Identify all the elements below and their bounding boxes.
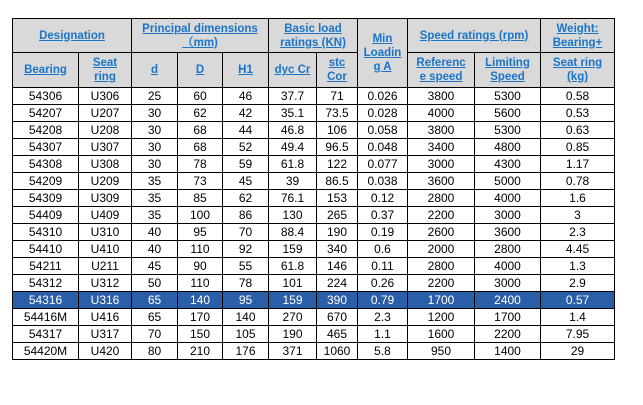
cell-reference-speed: 2600 [408, 224, 475, 241]
cell-min-loading: 0.026 [358, 88, 408, 105]
cell-bearing: 54208 [13, 122, 79, 139]
cell-bearing: 54316 [13, 292, 79, 309]
header-seat-ring-line2: ring [94, 71, 116, 83]
cell-min-loading: 0.12 [358, 190, 408, 207]
header-speed-ratings[interactable]: Speed ratings (rpm) [408, 19, 541, 53]
cell-stc-cor: 390 [317, 292, 358, 309]
cell-dyc-cr: 190 [269, 326, 317, 343]
cell-reference-speed: 1200 [408, 309, 475, 326]
cell-stc-cor: 122 [317, 156, 358, 173]
cell-bearing: 54312 [13, 275, 79, 292]
cell-dyc-cr: 101 [269, 275, 317, 292]
table-row[interactable] [13, 173, 615, 190]
cell-D: 90 [178, 258, 223, 275]
cell-reference-speed: 4000 [408, 105, 475, 122]
cell-limiting-speed: 1400 [475, 343, 541, 360]
cell-reference-speed: 3400 [408, 139, 475, 156]
cell-dyc-cr: 88.4 [269, 224, 317, 241]
header-weight-line2: Bearing+ [552, 36, 603, 49]
cell-weight: 1.4 [541, 309, 615, 326]
cell-dyc-cr: 46.8 [269, 122, 317, 139]
cell-dyc-cr: 130 [269, 207, 317, 224]
cell-stc-cor: 670 [317, 309, 358, 326]
cell-dyc-cr: 371 [269, 343, 317, 360]
cell-min-loading: 0.077 [358, 156, 408, 173]
cell-D: 210 [178, 343, 223, 360]
cell-weight: 29 [541, 343, 615, 360]
header-D[interactable]: D [178, 53, 223, 88]
cell-dyc-cr: 159 [269, 292, 317, 309]
cell-reference-speed: 3600 [408, 173, 475, 190]
cell-H1: 46 [223, 88, 269, 105]
cell-dyc-cr: 61.8 [269, 156, 317, 173]
header-stc-cor-line2: Cor [327, 71, 347, 83]
cell-seat-ring: U316 [79, 292, 132, 309]
cell-seat-ring: U416 [79, 309, 132, 326]
cell-D: 95 [178, 224, 223, 241]
header-basic-load-ratings[interactable] [269, 19, 358, 53]
table-row[interactable] [13, 224, 615, 241]
cell-bearing: 54409 [13, 207, 79, 224]
cell-dyc-cr: 37.7 [269, 88, 317, 105]
cell-stc-cor: 465 [317, 326, 358, 343]
cell-stc-cor: 1060 [317, 343, 358, 360]
header-dyc-cr[interactable]: dyc Cr [269, 53, 317, 88]
cell-seat-ring: U409 [79, 207, 132, 224]
cell-bearing: 54416M [13, 309, 79, 326]
cell-bearing: 54309 [13, 190, 79, 207]
header-bearing[interactable]: Bearing [13, 53, 79, 88]
table-row[interactable] [13, 343, 615, 360]
cell-dyc-cr: 159 [269, 241, 317, 258]
cell-limiting-speed: 1700 [475, 309, 541, 326]
cell-H1: 44 [223, 122, 269, 139]
cell-H1: 52 [223, 139, 269, 156]
header-limiting-speed[interactable] [475, 53, 541, 88]
cell-weight: 1.6 [541, 190, 615, 207]
cell-stc-cor: 153 [317, 190, 358, 207]
cell-limiting-speed: 4000 [475, 190, 541, 207]
cell-d: 70 [132, 326, 178, 343]
table-row[interactable] [13, 258, 615, 275]
cell-dyc-cr: 270 [269, 309, 317, 326]
cell-reference-speed: 2200 [408, 207, 475, 224]
cell-min-loading: 2.3 [358, 309, 408, 326]
cell-H1: 62 [223, 190, 269, 207]
cell-seat-ring: U312 [79, 275, 132, 292]
cell-weight: 3 [541, 207, 615, 224]
cell-limiting-speed: 4300 [475, 156, 541, 173]
cell-reference-speed: 2800 [408, 190, 475, 207]
cell-weight: 0.85 [541, 139, 615, 156]
bearing-spec-table-wrapper [12, 18, 615, 360]
cell-min-loading: 0.038 [358, 173, 408, 190]
cell-reference-speed: 2800 [408, 258, 475, 275]
cell-reference-speed: 2200 [408, 275, 475, 292]
cell-seat-ring: U208 [79, 122, 132, 139]
header-stc-cor[interactable] [317, 53, 358, 88]
cell-bearing: 54307 [13, 139, 79, 156]
cell-weight: 7.95 [541, 326, 615, 343]
header-min-loading-line2: Loadin [363, 47, 402, 59]
cell-D: 150 [178, 326, 223, 343]
cell-min-loading: 0.79 [358, 292, 408, 309]
cell-D: 73 [178, 173, 223, 190]
cell-H1: 140 [223, 309, 269, 326]
cell-seat-ring: U211 [79, 258, 132, 275]
cell-seat-ring: U306 [79, 88, 132, 105]
table-row[interactable] [13, 275, 615, 292]
cell-limiting-speed: 3000 [475, 275, 541, 292]
cell-d: 45 [132, 258, 178, 275]
cell-limiting-speed: 5300 [475, 88, 541, 105]
cell-D: 78 [178, 156, 223, 173]
cell-H1: 70 [223, 224, 269, 241]
cell-bearing: 54308 [13, 156, 79, 173]
table-row[interactable] [13, 309, 615, 326]
cell-weight: 0.58 [541, 88, 615, 105]
header-principal-dimensions-line2: （mm) [182, 36, 218, 49]
table-row[interactable] [13, 190, 615, 207]
header-seat-ring-line1: Seat [92, 57, 118, 69]
cell-d: 65 [132, 309, 178, 326]
cell-H1: 45 [223, 173, 269, 190]
cell-reference-speed: 2000 [408, 241, 475, 258]
cell-dyc-cr: 61.8 [269, 258, 317, 275]
cell-D: 62 [178, 105, 223, 122]
header-basic-load-line1: Basic load [284, 22, 342, 35]
cell-dyc-cr: 76.1 [269, 190, 317, 207]
cell-stc-cor: 106 [317, 122, 358, 139]
cell-min-loading: 0.19 [358, 224, 408, 241]
cell-H1: 176 [223, 343, 269, 360]
cell-bearing: 54310 [13, 224, 79, 241]
cell-seat-ring: U307 [79, 139, 132, 156]
table-row[interactable] [13, 122, 615, 139]
header-d[interactable]: d [132, 53, 178, 88]
cell-D: 110 [178, 275, 223, 292]
cell-limiting-speed: 5300 [475, 122, 541, 139]
cell-reference-speed: 950 [408, 343, 475, 360]
cell-limiting-speed: 2200 [475, 326, 541, 343]
cell-d: 35 [132, 173, 178, 190]
cell-limiting-speed: 2400 [475, 292, 541, 309]
cell-weight: 0.63 [541, 122, 615, 139]
header-seat-ring-kg-line1: Seat ring [552, 57, 603, 69]
table-row[interactable] [13, 88, 615, 105]
cell-limiting-speed: 5600 [475, 105, 541, 122]
cell-min-loading: 0.11 [358, 258, 408, 275]
cell-seat-ring: U310 [79, 224, 132, 241]
header-H1[interactable]: H1 [223, 53, 269, 88]
table-row[interactable] [13, 139, 615, 156]
cell-stc-cor: 190 [317, 224, 358, 241]
cell-min-loading: 0.37 [358, 207, 408, 224]
cell-H1: 86 [223, 207, 269, 224]
cell-d: 40 [132, 241, 178, 258]
header-weight-line1: Weight: [556, 22, 599, 35]
cell-bearing: 54317 [13, 326, 79, 343]
cell-D: 68 [178, 122, 223, 139]
cell-bearing: 54211 [13, 258, 79, 275]
cell-d: 80 [132, 343, 178, 360]
cell-limiting-speed: 4800 [475, 139, 541, 156]
cell-reference-speed: 3800 [408, 122, 475, 139]
cell-limiting-speed: 5000 [475, 173, 541, 190]
cell-min-loading: 0.058 [358, 122, 408, 139]
cell-bearing: 54410 [13, 241, 79, 258]
cell-stc-cor: 340 [317, 241, 358, 258]
cell-H1: 92 [223, 241, 269, 258]
cell-seat-ring: U420 [79, 343, 132, 360]
cell-D: 100 [178, 207, 223, 224]
cell-weight: 0.78 [541, 173, 615, 190]
cell-H1: 55 [223, 258, 269, 275]
cell-dyc-cr: 35.1 [269, 105, 317, 122]
cell-stc-cor: 146 [317, 258, 358, 275]
cell-d: 35 [132, 207, 178, 224]
header-min-loading[interactable] [358, 19, 408, 88]
header-basic-load-line2: ratings (KN) [280, 36, 346, 49]
header-principal-dimensions-line1: Principal dimensions [142, 22, 258, 35]
cell-reference-speed: 1600 [408, 326, 475, 343]
cell-H1: 42 [223, 105, 269, 122]
cell-D: 110 [178, 241, 223, 258]
cell-weight: 2.9 [541, 275, 615, 292]
cell-d: 30 [132, 122, 178, 139]
table-row[interactable] [13, 241, 615, 258]
cell-stc-cor: 86.5 [317, 173, 358, 190]
table-row[interactable] [13, 292, 615, 309]
cell-weight: 0.57 [541, 292, 615, 309]
cell-bearing: 54207 [13, 105, 79, 122]
cell-weight: 4.45 [541, 241, 615, 258]
table-row[interactable] [13, 207, 615, 224]
cell-H1: 59 [223, 156, 269, 173]
bearing-spec-table [12, 18, 615, 360]
cell-D: 85 [178, 190, 223, 207]
header-reference-speed-line1: Referenc [416, 57, 466, 69]
header-stc-cor-line1: stc [328, 57, 346, 69]
cell-bearing: 54209 [13, 173, 79, 190]
cell-weight: 2.3 [541, 224, 615, 241]
table-body [13, 88, 615, 360]
header-limiting-speed-line1: Limiting [485, 57, 530, 69]
header-weight[interactable] [541, 19, 615, 53]
cell-stc-cor: 73.5 [317, 105, 358, 122]
cell-seat-ring: U209 [79, 173, 132, 190]
cell-D: 68 [178, 139, 223, 156]
cell-min-loading: 1.1 [358, 326, 408, 343]
cell-seat-ring: U207 [79, 105, 132, 122]
cell-d: 30 [132, 105, 178, 122]
cell-d: 35 [132, 190, 178, 207]
header-seat-ring[interactable] [79, 53, 132, 88]
cell-D: 60 [178, 88, 223, 105]
cell-seat-ring: U309 [79, 190, 132, 207]
table-row[interactable] [13, 326, 615, 343]
header-min-loading-line1: Min [372, 33, 393, 45]
header-limiting-speed-line2: Speed [490, 71, 525, 83]
cell-d: 25 [132, 88, 178, 105]
cell-min-loading: 5.8 [358, 343, 408, 360]
cell-seat-ring: U308 [79, 156, 132, 173]
cell-d: 30 [132, 156, 178, 173]
header-seat-ring-kg[interactable] [541, 53, 615, 88]
table-row[interactable] [13, 105, 615, 122]
cell-reference-speed: 3800 [408, 88, 475, 105]
cell-d: 30 [132, 139, 178, 156]
cell-H1: 105 [223, 326, 269, 343]
header-min-loading-line3: g A [373, 61, 392, 73]
header-seat-ring-kg-line2: (kg) [566, 71, 589, 83]
cell-bearing: 54420M [13, 343, 79, 360]
header-designation[interactable]: Designation [13, 19, 132, 53]
cell-reference-speed: 3000 [408, 156, 475, 173]
cell-H1: 95 [223, 292, 269, 309]
header-reference-speed-line2: e speed [419, 71, 463, 83]
cell-d: 65 [132, 292, 178, 309]
cell-dyc-cr: 49.4 [269, 139, 317, 156]
cell-stc-cor: 265 [317, 207, 358, 224]
table-row[interactable] [13, 156, 615, 173]
cell-min-loading: 0.028 [358, 105, 408, 122]
cell-d: 40 [132, 224, 178, 241]
cell-weight: 0.53 [541, 105, 615, 122]
cell-min-loading: 0.048 [358, 139, 408, 156]
cell-stc-cor: 224 [317, 275, 358, 292]
cell-H1: 78 [223, 275, 269, 292]
cell-D: 140 [178, 292, 223, 309]
cell-min-loading: 0.26 [358, 275, 408, 292]
cell-limiting-speed: 3000 [475, 207, 541, 224]
cell-limiting-speed: 2800 [475, 241, 541, 258]
cell-seat-ring: U410 [79, 241, 132, 258]
cell-d: 50 [132, 275, 178, 292]
cell-bearing: 54306 [13, 88, 79, 105]
cell-dyc-cr: 39 [269, 173, 317, 190]
cell-stc-cor: 96.5 [317, 139, 358, 156]
header-reference-speed[interactable] [408, 53, 475, 88]
cell-min-loading: 0.6 [358, 241, 408, 258]
cell-limiting-speed: 3600 [475, 224, 541, 241]
cell-reference-speed: 1700 [408, 292, 475, 309]
cell-weight: 1.3 [541, 258, 615, 275]
cell-weight: 1.17 [541, 156, 615, 173]
cell-seat-ring: U317 [79, 326, 132, 343]
cell-stc-cor: 71 [317, 88, 358, 105]
cell-D: 170 [178, 309, 223, 326]
cell-limiting-speed: 4000 [475, 258, 541, 275]
header-principal-dimensions[interactable] [132, 19, 269, 53]
